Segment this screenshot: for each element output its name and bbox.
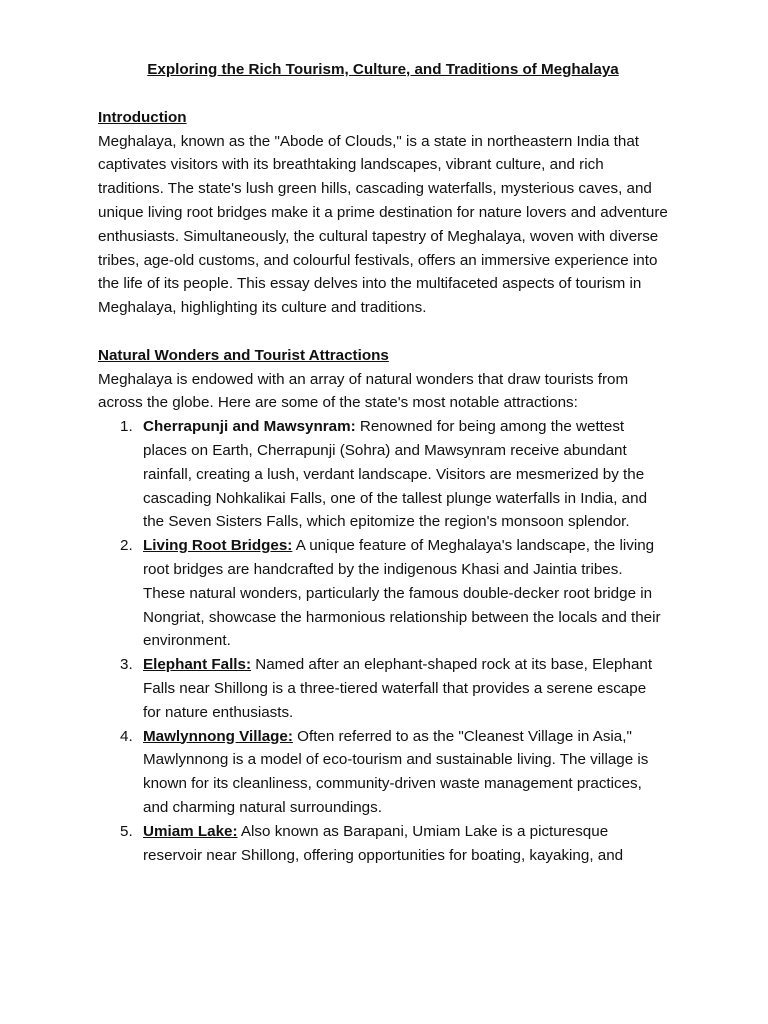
list-item [98, 820, 668, 868]
list-item-number: 5. [120, 822, 133, 840]
list-item-text: Renowned for being among the wettest places on Earth, Cherrapunji (Sohra) and Mawsynram receive abundant rainfall, creating a lush, verdant landscape. Visitors are mesmerized by the cascading Nohkalikai Falls, one of the tallest plunge waterfalls in India, and the Seven Sisters Falls, which epitomize the region's monsoon splendor. [143, 418, 648, 531]
list-item-number: 1. [120, 418, 133, 436]
introduction-section [98, 106, 668, 320]
list-item-text: Named after an elephant-shaped rock at its base, Elephant Falls near Shillong is a three-tiered waterfall that provides a serene escape for nature enthusiasts. [143, 656, 653, 721]
list-item-text: A unique feature of Meghalaya's landscape, the living root bridges are handcrafted by the indigenous Khasi and Jaintia tribes. These natural wonders, particularly the famous double-decker root bridge in Nongriat, showcase the harmonious relationship between the locals and their environment. [143, 537, 661, 650]
list-item-term: Living Root Bridges: [143, 537, 293, 555]
list-item [98, 725, 668, 820]
document-page [98, 58, 668, 867]
list-item-term: Cherrapunji and Mawsynram: [143, 418, 356, 436]
natural-wonders-intro: Meghalaya is endowed with an array of natural wonders that draw tourists from across the globe. Here are some of the state's most notable attractions: [98, 370, 629, 412]
list-item [98, 653, 668, 724]
natural-wonders-heading: Natural Wonders and Tourist Attractions [98, 346, 389, 364]
list-item-term: Elephant Falls: [143, 656, 252, 674]
list-item [98, 534, 668, 653]
list-item-text: Also known as Barapani, Umiam Lake is a picturesque reservoir near Shillong, offering opportunities for boating, kayaking, and [143, 822, 624, 864]
list-item-text: Often referred to as the "Cleanest Village in Asia," Mawlynnong is a model of eco-tourism and sustainable living. The village is known for its cleanliness, community-driven waste management practices, and charming natural surroundings. [143, 727, 649, 816]
list-item [98, 415, 668, 534]
attractions-list [98, 415, 668, 867]
list-item-term: Mawlynnong Village: [143, 727, 293, 745]
document-title: Exploring the Rich Tourism, Culture, and Traditions of Meghalaya [147, 61, 619, 78]
introduction-heading: Introduction [98, 108, 187, 126]
list-item-term: Umiam Lake: [143, 822, 238, 840]
natural-wonders-section [98, 344, 668, 868]
list-item-number: 2. [120, 537, 133, 555]
introduction-paragraph: Meghalaya, known as the "Abode of Clouds," is a state in northeastern India that captivates visitors with its breathtaking landscapes, vibrant culture, and rich traditions. The state's lush green hills, cascading waterfalls, mysterious caves, and unique living root bridges make it a prime destination for nature lovers and adventure enthusiasts. Simultaneously, the cultural tapestry of Meghalaya, woven with diverse tribes, age-old customs, and colourful festivals, offers an immersive experience into the life of its people. This essay delves into the multifaceted aspects of tourism in Meghalaya, highlighting its culture and traditions. [98, 132, 668, 317]
list-item-number: 3. [120, 656, 133, 674]
list-item-number: 4. [120, 727, 133, 745]
